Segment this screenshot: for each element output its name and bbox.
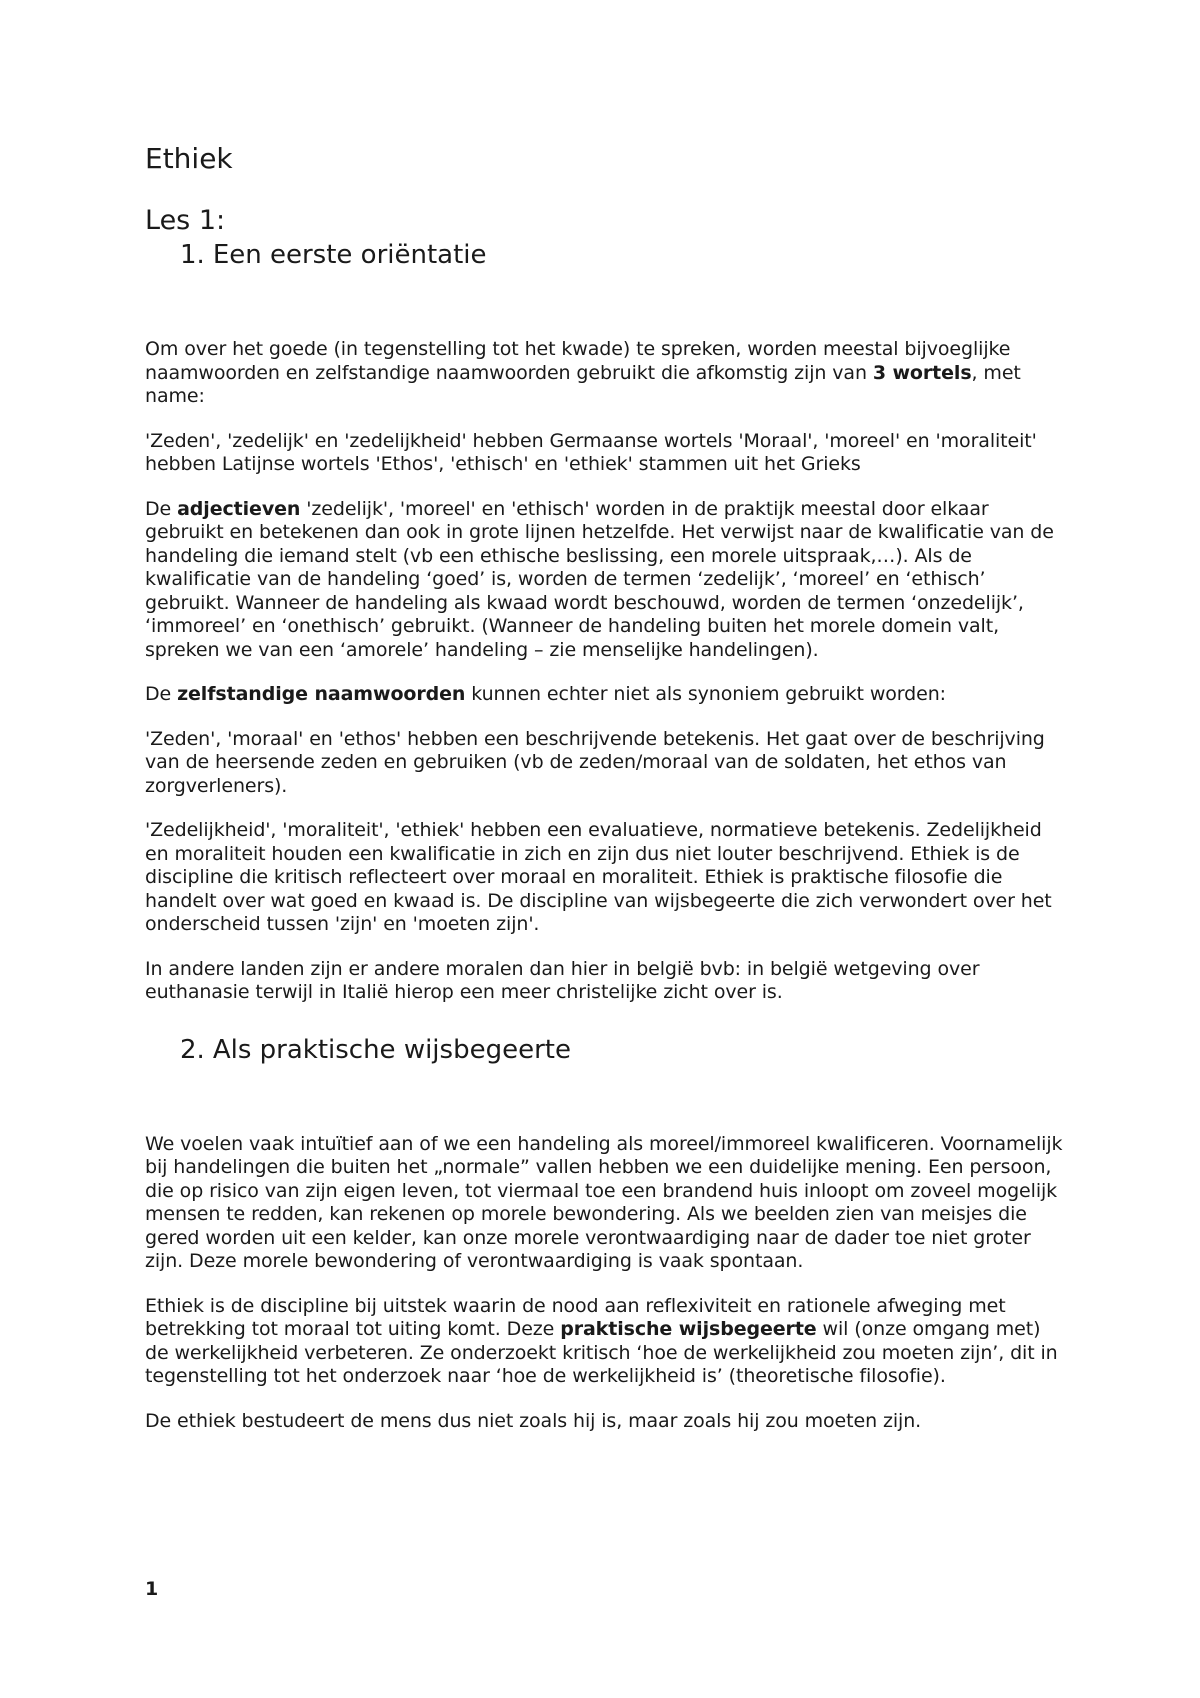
bold-term: praktische wijsbegeerte [560,1318,817,1340]
bold-term: adjectieven [177,497,301,520]
paragraph-text: De [145,683,178,705]
paragraph-text: De [145,497,178,520]
paragraph [145,1295,1065,1389]
section-title: Als praktische wijsbegeerte [212,1034,571,1065]
paragraph: 'Zeden', 'zedelijk' en 'zedelijkheid' hebben Germaanse wortels 'Moraal', 'moreel' en 'moraliteit' hebben Latijnse wortels 'Ethos', 'ethisch' en 'ethiek' stammen uit het Grieks [145,429,1037,475]
paragraph [145,683,1065,707]
paragraph [145,498,1065,663]
paragraph-text: , met name: [145,361,1021,407]
section-number: 1. [180,240,205,270]
document-content [145,140,1065,1454]
bold-term: 3 wortels [872,361,972,384]
paragraph: De ethiek bestudeert de mens dus niet zoals hij is, maar zoals hij zou moeten zijn. [145,1409,922,1432]
paragraph: In andere landen zijn er andere moralen dan hier in belgië bvb: in belgië wetgeving over euthanasie terwijl in Italië hierop een meer christelijke zicht over is. [145,957,980,1003]
lesson-title: Les 1: [145,205,226,236]
document-title: Ethiek [145,142,233,175]
section-heading-1 [180,238,1065,272]
paragraph: 'Zeden', 'moraal' en 'ethos' hebben een beschrijvende betekenis. Het gaat over de beschrijving van de heersende zeden en gebruiken (vb de zeden/moraal van de soldaten, het ethos van zorgverleners). [145,727,1045,797]
paragraph: We voelen vaak intuïtief aan of we een handeling als moreel/immoreel kwalificeren. Voornamelijk bij handelingen die buiten het „normale” vallen hebben we een duidelijke mening. Een persoon, die op risico van zijn eigen leven, tot viermaal toe een brandend huis inloopt om zoveel mogelijk mensen te redden, kan rekenen op morele bewondering. Als we beelden zien van meisjes die gered worden uit een kelder, kan onze morele verontwaardiging naar de dader toe niet groter zijn. Deze morele bewondering of verontwaardiging is vaak spontaan. [145,1132,1063,1272]
bold-term: zelfstandige naamwoorden [177,683,466,705]
section-number: 2. [180,1034,205,1065]
paragraph-text: Ethiek is de discipline bij uitstek waarin de nood aan reflexiviteit en rationele afweging met betrekking tot moraal tot uiting komt. Deze [145,1294,1006,1340]
paragraph: 'Zedelijkheid', 'moraliteit', 'ethiek' hebben een evaluatieve, normatieve betekenis. Zedelijkheid en moraliteit houden een kwalificatie in zich en zijn dus niet louter beschrijvend. Ethiek is de discipline die kritisch reflecteert over moraal en moraliteit. Ethiek is praktische filosofie die handelt over wat goed en kwaad is. De discipline van wijsbegeerte die zich verwondert over het onderscheid tussen 'zijn' en 'moeten zijn'. [145,819,1052,935]
paragraph [145,338,1065,409]
section-title: Een eerste oriëntatie [212,240,487,270]
paragraph-text: kunnen echter niet als synoniem gebruikt worden: [465,683,946,705]
paragraph-text: wil (onze omgang met) de werkelijkheid verbeteren. Ze onderzoekt kritisch ‘hoe de werkelijkheid zou moeten zijn’, dit in tegenstelling tot het onderzoek naar ‘hoe de werkelijkheid is’ (theoretische filosofie). [145,1318,1058,1387]
paragraph-text: 'zedelijk', 'moreel' en 'ethisch' worden in de praktijk meestal door elkaar gebruikt en betekenen dan ook in grote lijnen hetzelfde. Het verwijst naar de kwalificatie van de handeling die iemand stelt (vb een ethische beslissing, een morele uitspraak,…). Als de kwalificatie van de handeling ‘goed’ is, worden de termen ‘zedelijk’, ‘moreel’ en ‘ethisch’ gebruikt. Wanneer de handeling als kwaad wordt beschouwd, worden de termen ‘onzedelijk’, ‘immoreel’ en ‘onethisch’ gebruikt. (Wanneer de handeling buiten het morele domein valt, spreken we van een ‘amorele’ handeling – zie menselijke handelingen). [145,497,1054,661]
page-number: 1 [145,1578,159,1600]
paragraph-text: Om over het goede (in tegenstelling tot het kwade) te spreken, worden meestal bijvoeglijke naamwoorden en zelfstandige naamwoorden gebruikt die afkomstig zijn van [145,338,1011,384]
section-heading-2 [180,1033,1065,1067]
